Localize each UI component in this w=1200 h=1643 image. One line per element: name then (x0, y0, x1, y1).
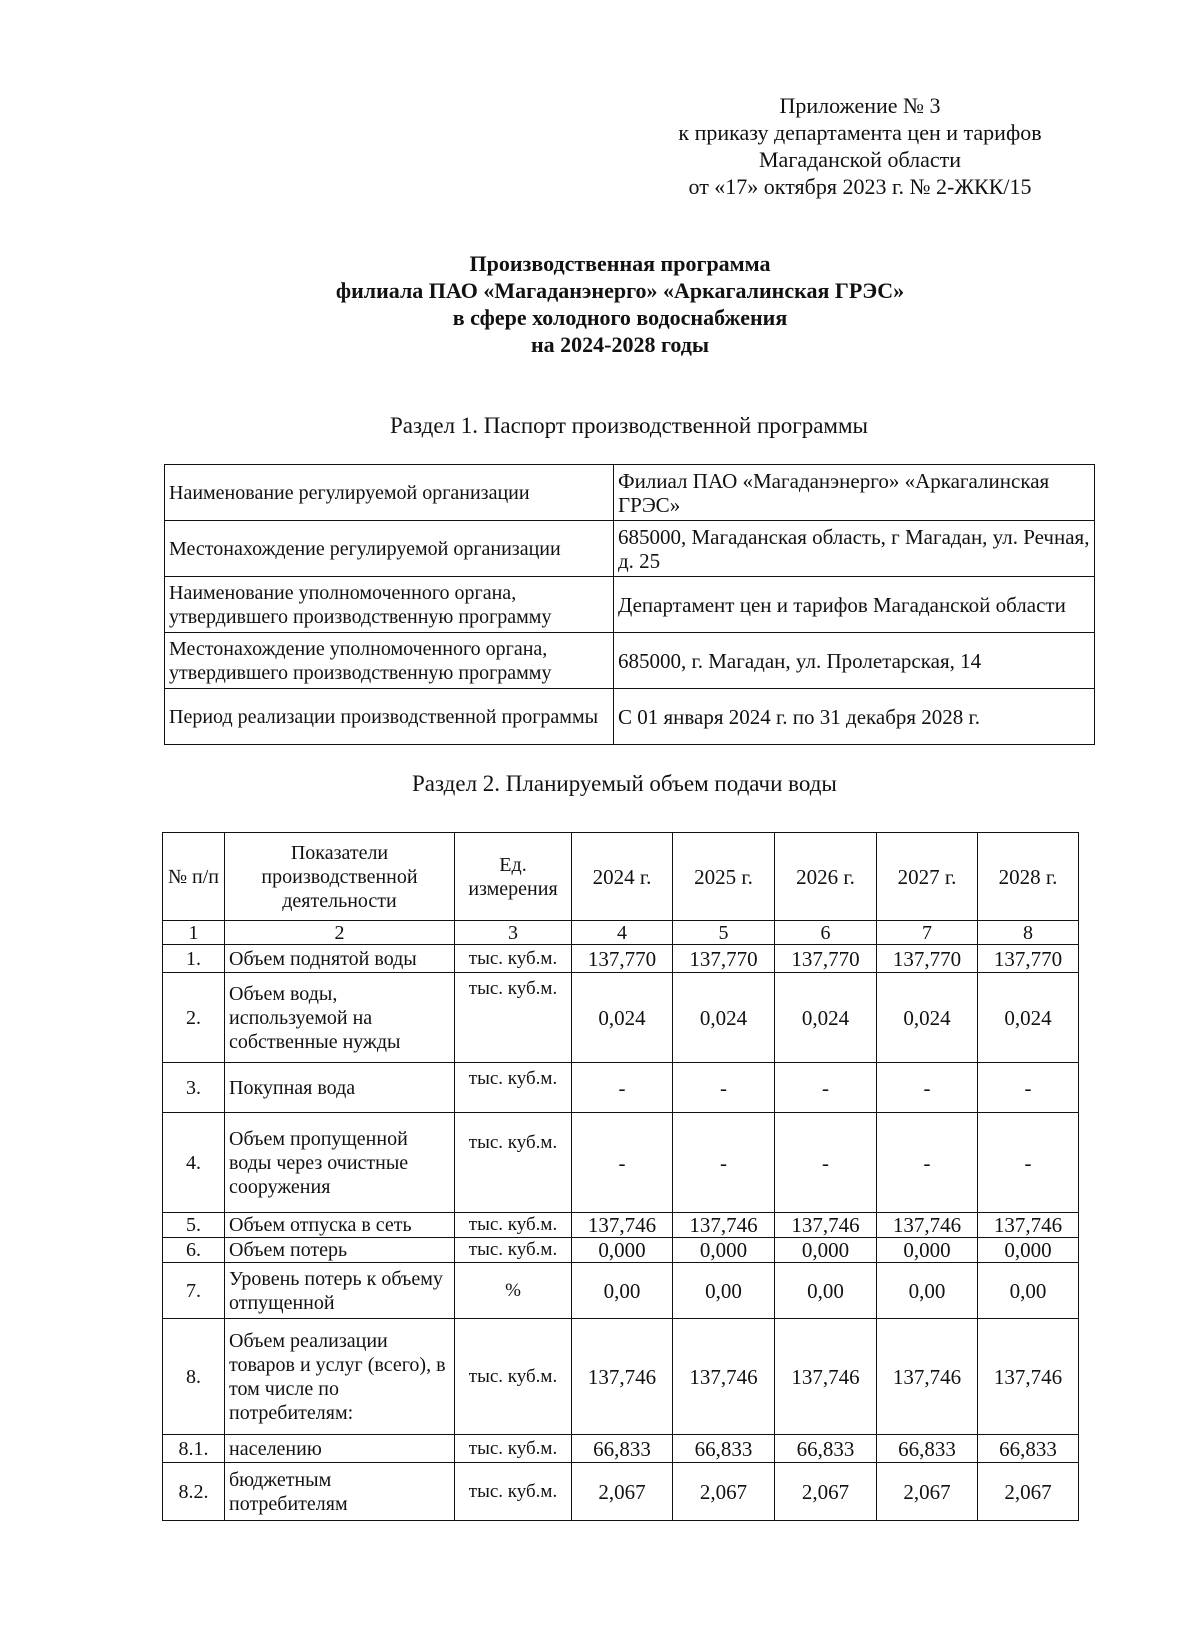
row-value-2028: 137,746 (978, 1319, 1079, 1435)
row-value-2025: 0,00 (673, 1263, 775, 1319)
appendix-line-1: Приложение № 3 (779, 93, 941, 118)
row-value-2027: 137,746 (877, 1319, 978, 1435)
row-unit: тыс. куб.м. (455, 1063, 572, 1113)
row-unit: тыс. куб.м. (455, 945, 572, 973)
row-value-2028: 137,770 (978, 945, 1079, 973)
row-value-2027: 2,067 (877, 1463, 978, 1521)
row-num: 8.2. (163, 1463, 225, 1521)
row-value-2027: 0,024 (877, 973, 978, 1063)
row-value-2028: 137,746 (978, 1213, 1079, 1238)
row-value-2027: 0,00 (877, 1263, 978, 1319)
row-unit: % (455, 1263, 572, 1319)
water-supply-table (162, 832, 1079, 1521)
row-indicator: бюджетным потребителям (225, 1463, 455, 1521)
row-value-2026: 2,067 (775, 1463, 877, 1521)
passport-value: Филиал ПАО «Магаданэнерго» «Аркагалинская ГРЭС» (614, 465, 1095, 521)
row-value-2025: - (673, 1113, 775, 1213)
row-value-2025: 137,746 (673, 1319, 775, 1435)
row-value-2024: - (572, 1063, 673, 1113)
row-value-2026: 0,024 (775, 973, 877, 1063)
row-indicator: Объем поднятой воды (225, 945, 455, 973)
row-num: 2. (163, 973, 225, 1063)
row-unit: тыс. куб.м. (455, 1435, 572, 1463)
row-value-2025: 137,770 (673, 945, 775, 973)
appendix-header (640, 92, 1080, 200)
row-unit: тыс. куб.м. (455, 1463, 572, 1521)
row-unit: тыс. куб.м. (455, 1238, 572, 1263)
header-unit: Ед. измерения (455, 833, 572, 921)
passport-label: Период реализации производственной программы (165, 689, 614, 745)
row-indicator: Объем воды, используемой на собственные нужды (225, 973, 455, 1063)
header-num: № п/п (163, 833, 225, 921)
row-value-2024: 137,746 (572, 1213, 673, 1238)
column-number: 7 (877, 921, 978, 945)
passport-row (165, 465, 1095, 521)
section-1-heading: Раздел 1. Паспорт производственной программы (390, 413, 868, 438)
row-value-2027: 66,833 (877, 1435, 978, 1463)
row-value-2028: 0,024 (978, 973, 1079, 1063)
row-value-2024: - (572, 1113, 673, 1213)
row-value-2028: 0,00 (978, 1263, 1079, 1319)
passport-label: Местонахождение уполномоченного органа, утвердившего производственную программу (165, 633, 614, 689)
column-number-row (163, 921, 1079, 945)
row-value-2025: 137,746 (673, 1213, 775, 1238)
table-row (163, 1238, 1079, 1263)
row-value-2026: 66,833 (775, 1435, 877, 1463)
table-row (163, 1435, 1079, 1463)
column-number: 5 (673, 921, 775, 945)
row-unit: тыс. куб.м. (455, 1319, 572, 1435)
row-value-2028: 0,000 (978, 1238, 1079, 1263)
header-year-2026: 2026 г. (775, 833, 877, 921)
row-num: 8.1. (163, 1435, 225, 1463)
passport-row (165, 689, 1095, 745)
row-num: 8. (163, 1319, 225, 1435)
row-value-2028: - (978, 1113, 1079, 1213)
row-value-2028: - (978, 1063, 1079, 1113)
row-num: 7. (163, 1263, 225, 1319)
row-value-2026: 0,00 (775, 1263, 877, 1319)
row-value-2027: - (877, 1063, 978, 1113)
column-number: 3 (455, 921, 572, 945)
row-value-2025: 0,000 (673, 1238, 775, 1263)
row-value-2025: - (673, 1063, 775, 1113)
section-2-heading: Раздел 2. Планируемый объем подачи воды (412, 771, 837, 796)
table-row (163, 1213, 1079, 1238)
passport-value: 685000, г. Магадан, ул. Пролетарская, 14 (614, 633, 1095, 689)
column-number: 8 (978, 921, 1079, 945)
row-value-2024: 137,746 (572, 1319, 673, 1435)
row-num: 4. (163, 1113, 225, 1213)
document-title (200, 250, 1040, 358)
header-year-2028: 2028 г. (978, 833, 1079, 921)
row-value-2026: 137,746 (775, 1319, 877, 1435)
passport-row (165, 521, 1095, 577)
column-number: 2 (225, 921, 455, 945)
table-row (163, 1263, 1079, 1319)
row-value-2026: 137,770 (775, 945, 877, 973)
table-row (163, 973, 1079, 1063)
passport-value: 685000, Магаданская область, г Магадан, ул. Речная, д. 25 (614, 521, 1095, 577)
row-num: 5. (163, 1213, 225, 1238)
passport-table (164, 464, 1095, 745)
title-line-2: филиала ПАО «Магаданэнерго» «Аркагалинская ГРЭС» (335, 278, 905, 303)
row-value-2024: 0,024 (572, 973, 673, 1063)
passport-row (165, 577, 1095, 633)
row-value-2026: - (775, 1113, 877, 1213)
row-indicator: Объем пропущенной воды через очистные сооружения (225, 1113, 455, 1213)
row-value-2027: 137,770 (877, 945, 978, 973)
header-year-2027: 2027 г. (877, 833, 978, 921)
column-number: 6 (775, 921, 877, 945)
passport-label: Наименование уполномоченного органа, утвердившего производственную программу (165, 577, 614, 633)
row-value-2026: - (775, 1063, 877, 1113)
row-unit: тыс. куб.м. (455, 1213, 572, 1238)
column-number: 1 (163, 921, 225, 945)
row-indicator: Объем реализации товаров и услуг (всего), в том числе по потребителям: (225, 1319, 455, 1435)
table-row (163, 1063, 1079, 1113)
row-value-2024: 66,833 (572, 1435, 673, 1463)
appendix-line-4: от «17» октября 2023 г. № 2-ЖКК/15 (688, 174, 1032, 199)
header-indicator: Показатели производственной деятельности (225, 833, 455, 921)
row-value-2028: 66,833 (978, 1435, 1079, 1463)
title-line-1: Производственная программа (469, 251, 771, 276)
row-value-2024: 0,00 (572, 1263, 673, 1319)
table-header-row (163, 833, 1079, 921)
row-num: 3. (163, 1063, 225, 1113)
row-value-2026: 0,000 (775, 1238, 877, 1263)
row-indicator: Уровень потерь к объему отпущенной (225, 1263, 455, 1319)
row-value-2027: 0,000 (877, 1238, 978, 1263)
row-value-2025: 66,833 (673, 1435, 775, 1463)
passport-label: Наименование регулируемой организации (165, 465, 614, 521)
row-unit: тыс. куб.м. (455, 973, 572, 1063)
column-number: 4 (572, 921, 673, 945)
appendix-line-2: к приказу департамента цен и тарифов (678, 120, 1042, 145)
row-indicator: населению (225, 1435, 455, 1463)
title-line-3: в сфере холодного водоснабжения (452, 305, 788, 330)
row-value-2027: 137,746 (877, 1213, 978, 1238)
row-indicator: Покупная вода (225, 1063, 455, 1113)
table-row (163, 1463, 1079, 1521)
passport-value: Департамент цен и тарифов Магаданской области (614, 577, 1095, 633)
row-indicator: Объем потерь (225, 1238, 455, 1263)
row-num: 6. (163, 1238, 225, 1263)
row-value-2028: 2,067 (978, 1463, 1079, 1521)
appendix-line-3: Магаданской области (759, 147, 961, 172)
row-value-2027: - (877, 1113, 978, 1213)
title-line-4: на 2024-2028 годы (530, 332, 710, 357)
table-row (163, 945, 1079, 973)
passport-row (165, 633, 1095, 689)
row-indicator: Объем отпуска в сеть (225, 1213, 455, 1238)
table-row (163, 1113, 1079, 1213)
row-value-2024: 2,067 (572, 1463, 673, 1521)
row-value-2025: 2,067 (673, 1463, 775, 1521)
header-year-2025: 2025 г. (673, 833, 775, 921)
row-value-2026: 137,746 (775, 1213, 877, 1238)
passport-label: Местонахождение регулируемой организации (165, 521, 614, 577)
header-year-2024: 2024 г. (572, 833, 673, 921)
table-row (163, 1319, 1079, 1435)
row-value-2024: 0,000 (572, 1238, 673, 1263)
row-value-2025: 0,024 (673, 973, 775, 1063)
row-value-2024: 137,770 (572, 945, 673, 973)
row-unit: тыс. куб.м. (455, 1113, 572, 1213)
passport-value: С 01 января 2024 г. по 31 декабря 2028 г. (614, 689, 1095, 745)
row-num: 1. (163, 945, 225, 973)
